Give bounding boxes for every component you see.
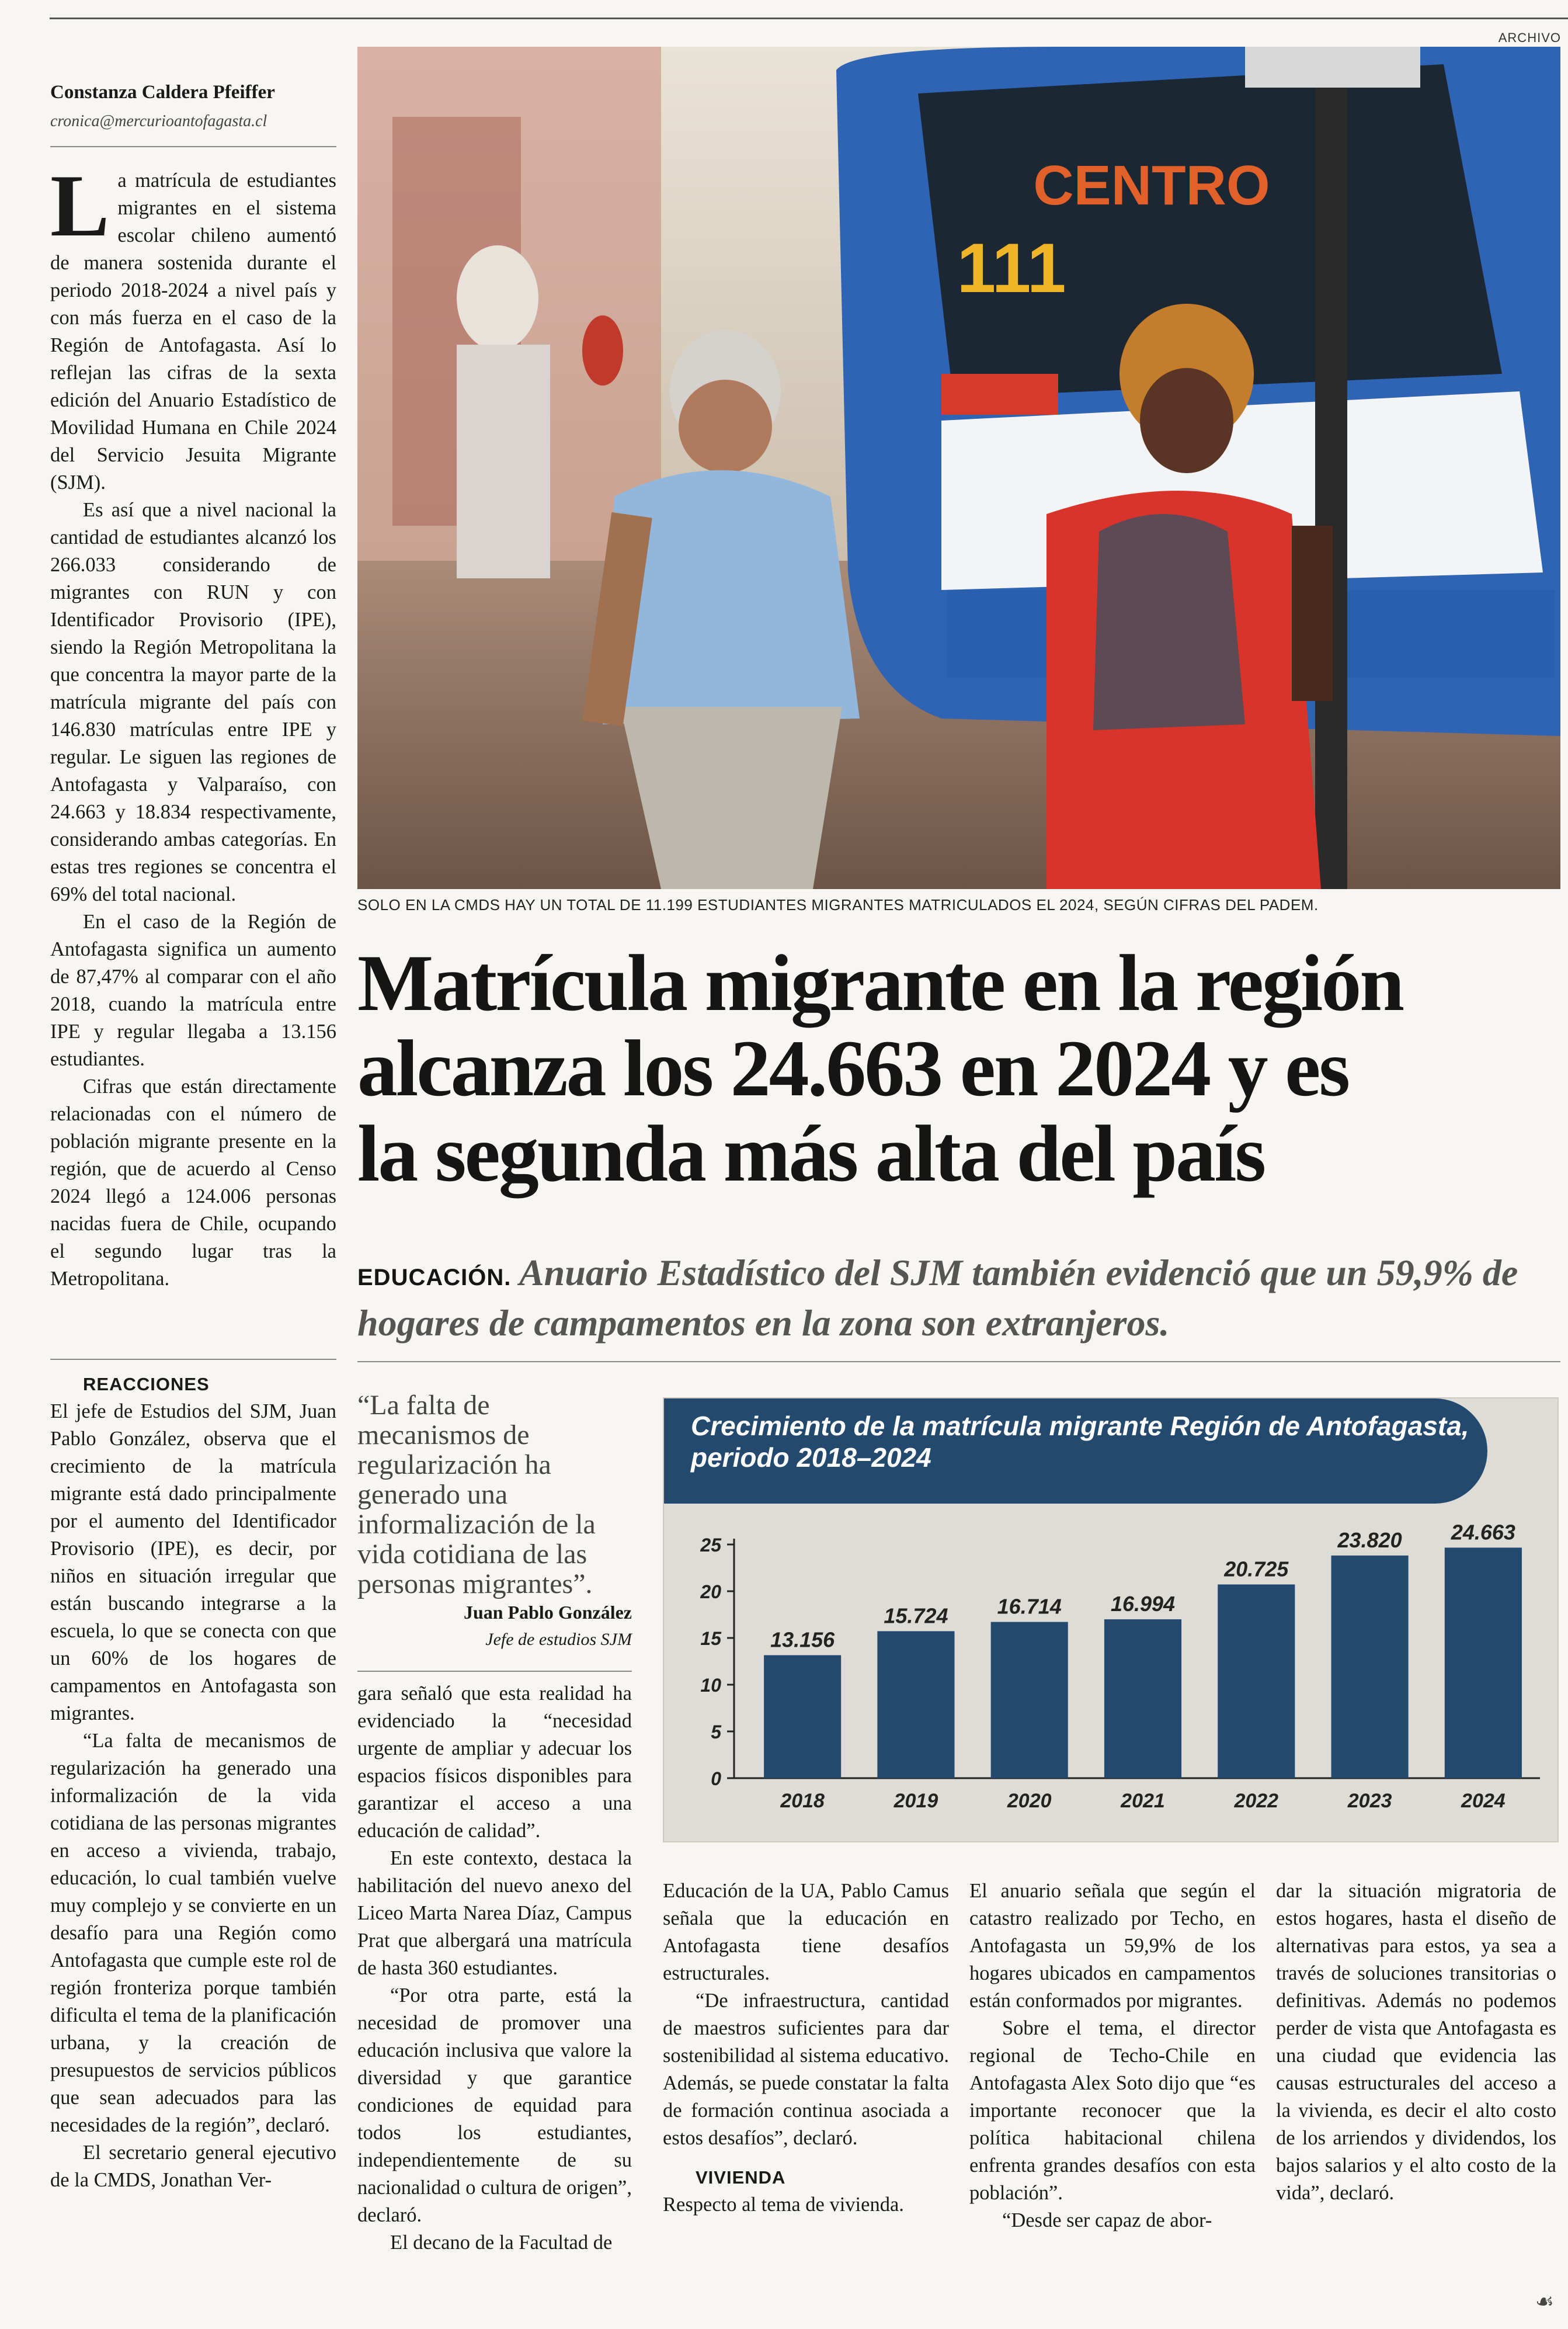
subhead-vivienda: VIVIENDA	[696, 2167, 786, 2188]
headline-line: alcanza los 24.663 en 2024 y es	[357, 1023, 1349, 1113]
bus-route-number: 111	[957, 229, 1066, 307]
pull-quote-name: Juan Pablo González	[463, 1602, 632, 1623]
article-column-5	[1276, 1877, 1556, 2207]
y-tick-label: 5	[711, 1721, 721, 1743]
drop-cap: L	[50, 157, 110, 255]
bar-2022	[1218, 1584, 1295, 1778]
bar-2019	[877, 1631, 954, 1778]
top-rule	[50, 18, 1568, 19]
headline-line: la segunda más alta del país	[357, 1109, 1265, 1198]
paragraph: “Por otra parte, está la necesidad de promover una educación inclusiva que valore la diversidad y que garantice condiciones de equidad para todos los estudiantes, independientemente de su nacionalidad o cultura de origen”, declaró.	[357, 1984, 632, 2226]
bar-value-label: 20.725	[1224, 1557, 1289, 1581]
bar-2021	[1104, 1619, 1181, 1778]
deck-label: EDUCACIÓN.	[357, 1265, 512, 1290]
x-tick-label: 2024	[1461, 1790, 1506, 1812]
photo-illustration	[357, 47, 1560, 889]
paragraph: En el caso de la Región de Antofagasta significa un aumento de 87,47% al comparar con el año 2018, cuando la matrícula entre IPE y regular llegaba a 13.156 estudiantes.	[50, 911, 336, 1070]
article-column-1b	[50, 1370, 336, 2194]
headline-line: Matrícula migrante en la región	[357, 938, 1403, 1028]
deck-text: Anuario Estadístico del SJM también evidenció que un 59,9% de hogares de campamentos en la zona son extranjeros.	[357, 1252, 1518, 1344]
paragraph: Respecto al tema de vivienda.	[663, 2193, 904, 2216]
article-column-2	[357, 1680, 632, 2257]
photo-caption: SOLO EN LA CMDS HAY UN TOTAL DE 11.199 ESTUDIANTES MIGRANTES MATRICULADOS EL 2024, SEGÚN CIFRAS DEL PADEM.	[357, 896, 1319, 914]
bar-value-label: 16.994	[1110, 1592, 1176, 1616]
headline	[357, 940, 1566, 1196]
paragraph: “De infraestructura, cantidad de maestros suficientes para dar sostenibilidad al sistema educativo. Además, se puede constatar la falta de formación continua asociada a estos desafíos”, declaró.	[663, 1990, 949, 2149]
y-tick-label: 0	[711, 1768, 721, 1789]
y-tick-label: 15	[700, 1628, 721, 1649]
news-photo	[357, 47, 1560, 889]
x-tick-label: 2018	[780, 1790, 825, 1812]
pull-quote-role: Jefe de estudios SJM	[485, 1630, 632, 1649]
article-column-3	[663, 1877, 949, 2219]
article-column-1	[50, 157, 336, 1293]
quote-divider	[357, 1671, 632, 1672]
x-tick-label: 2022	[1234, 1790, 1279, 1812]
paragraph: El decano de la Facultad de	[390, 2231, 613, 2254]
bar-2024	[1445, 1547, 1522, 1778]
bar-value-label: 15.724	[884, 1603, 948, 1628]
chart-plot	[664, 1398, 1557, 1841]
bar-chart	[663, 1397, 1559, 1842]
chart-title: Crecimiento de la matrícula migrante Región de Antofagasta, periodo 2018–2024	[664, 1398, 1487, 1504]
paragraph: Cifras que están directamente relacionadas con el número de población migrante presente en la región, que de acuerdo al Censo 2024 llegó a 124.006 personas nacidas fuera de Chile, ocupando el segundo lugar tras la Metropolitana.	[50, 1075, 336, 1290]
author-email[interactable]: cronica@mercurioantofagasta.cl	[50, 112, 267, 130]
paragraph: Sobre el tema, el director regional de Techo-Chile en Antofagasta Alex Soto dijo que “es importante reconocer que la política habitacional chilena enfrenta grandes desafíos con esta población”.	[969, 2017, 1256, 2204]
paragraph: Es así que a nivel nacional la cantidad de estudiantes alcanzó los 266.033 considerando de migrantes con RUN y con Identificador Provisorio (IPE), siendo la Región Metropolitana la que concentra la mayor parte de la matrícula migrante del país con 146.830 matrículas entre IPE y regular. Le siguen las regiones de Antofagasta y Valparaíso, con 24.663 y 18.834 respectivamente, considerando ambas categorías. En estas tres regiones se concentra el 69% del total nacional.	[50, 499, 336, 905]
bar-value-label: 23.820	[1337, 1528, 1402, 1552]
paragraph: El anuario señala que según el catastro realizado por Techo, en Antofagasta un 59,9% de los hogares ubicados en campamentos están conformados por migrantes.	[969, 1880, 1256, 2012]
paragraph: “Desde ser capaz de abor-	[1002, 2209, 1212, 2231]
bar-2020	[991, 1622, 1068, 1778]
end-mark-icon: ☙	[1535, 2290, 1554, 2313]
y-tick-label: 10	[700, 1675, 721, 1696]
paragraph: gara señaló que esta realidad ha evidenciado la “necesidad urgente de ampliar y adecuar los espacios físicos disponibles para garantizar el acceso a una educación de calidad”.	[357, 1682, 632, 1842]
paragraph: Educación de la UA, Pablo Camus señala que la educación en Antofagasta tiene desafíos estructurales.	[663, 1880, 949, 1984]
y-tick-label: 20	[700, 1581, 721, 1602]
paragraph: En este contexto, destaca la habilitación del nuevo anexo del Liceo Marta Narea Díaz, Campus Prat que albergará una matrícula de hasta 360 estudiantes.	[357, 1847, 632, 1979]
deck	[357, 1250, 1560, 1346]
author-divider	[50, 146, 336, 147]
bar-2018	[764, 1655, 841, 1778]
bar-value-label: 16.714	[997, 1594, 1062, 1619]
x-tick-label: 2021	[1121, 1790, 1165, 1812]
bar-value-label: 24.663	[1451, 1520, 1515, 1544]
article-column-4	[969, 1877, 1256, 2234]
paragraph: El jefe de Estudios del SJM, Juan Pablo González, observa que el crecimiento de la matrícula migrante está dado principalmente por el aumento del Identificador Provisorio (IPE), es decir, por niños en situación irregular que están buscando integrarse a la escuela, lo que se conecta con que un 60% de los hogares de campamentos en Antofagasta son migrantes.	[50, 1400, 336, 1724]
subhead-reacciones: REACCIONES	[83, 1374, 210, 1394]
paragraph: El secretario general ejecutivo de la CMDS, Jonathan Ver-	[50, 2141, 336, 2191]
bus-sign-text: CENTRO	[1033, 154, 1270, 217]
paragraph: dar la situación migratoria de estos hogares, hasta el diseño de alternativas para estos, ya sea a través de soluciones transitorias o definitivas. Además no podemos perder de vista que Antofagasta es una ciudad que evidencia las causas estructurales del acceso a la vivienda, es decir el alto costo de los arriendos y dividendos, los bajos salarios y el alto costo de la vida”, declaró.	[1276, 1880, 1556, 2204]
pull-quote: “La falta de mecanismos de regularización ha generado una informalización de la vida cotidiana de las personas migrantes”.	[357, 1390, 596, 1599]
x-tick-label: 2020	[1007, 1790, 1052, 1812]
x-tick-label: 2023	[1347, 1790, 1392, 1812]
section-divider	[357, 1361, 1560, 1362]
y-tick-label: 25	[700, 1535, 721, 1556]
column-divider	[50, 1359, 336, 1360]
section-tag: ARCHIVO	[1498, 30, 1561, 45]
x-tick-label: 2019	[893, 1790, 938, 1812]
author-name: Constanza Caldera Pfeiffer	[50, 82, 275, 103]
bar-2023	[1331, 1556, 1409, 1778]
paragraph: “La falta de mecanismos de regularización ha generado una informalización de la vida cotidiana de las personas migrantes en acceso a vivienda, trabajo, educación, lo cual también vuelve muy complejo y se convierte en un desafío para una Región como Antofagasta que cumple este rol de región fronteriza porque también dificulta el tema de la planificación urbana, y la creación de presupuestos de servicios públicos que sean adecuados para las necesidades de la región”, declaró.	[50, 1730, 336, 2136]
lead-paragraph: La matrícula de estudiantes migrantes en el sistema escolar chileno aumentó de manera sostenida durante el periodo 2018-2024 a nivel país y con más fuerza en el caso de la Región de Antofagasta. Así lo reflejan las cifras de la sexta edición del Anuario Estadístico de Movilidad Humana en Chile 2024 del Servicio Jesuita Migrante (SJM).	[50, 157, 336, 494]
bar-value-label: 13.156	[770, 1627, 835, 1652]
